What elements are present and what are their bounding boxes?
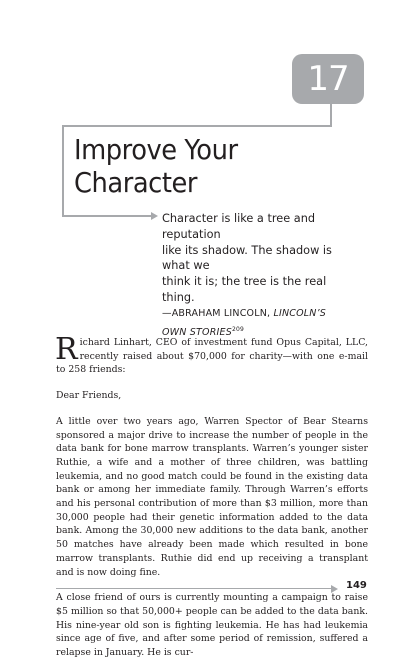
- chapter-title: [74, 133, 313, 199]
- intro-paragraph: [55, 332, 368, 377]
- chapter-title-line-2: Character: [74, 166, 198, 199]
- attribution-author: —ABRAHAM LINCOLN,: [162, 307, 274, 319]
- title-frame-bottom-rule: [62, 215, 152, 217]
- letter-paragraph-1: A little over two years ago, Warren Spector of Bear Stearns sponsored a major drive to increase the number of people in the data bank for bone marrow transplants. Warren’s younger sister Ruthie, a wife and a mother of three children, was battling leukemia, and no good match could be found in the existing data bank or among her immediate family. Through Warren’s efforts and his personal contribution of more than $3 million, more than 30,000 people had their genetic information added to the data bank. Among the 30,000 new additions to the data bank, another 50 matches have already been made which resulted in bone marrow transplants. Ruthie did end up receiving a transplant and is now doing fine.: [56, 415, 368, 578]
- attribution-book-title: LINCOLN’S OWN STORIES: [162, 307, 327, 338]
- intro-text: ichard Linhart, CEO of investment fund Opus Capital, LLC, recently raised about $70,000 for charity—with one e-mail to 258 friends:: [56, 337, 368, 376]
- letter-salutation: Dear Friends,: [56, 390, 122, 402]
- epigraph-arrow-icon: [151, 212, 158, 220]
- footer-arrow-icon: [331, 585, 338, 593]
- drop-cap: R: [55, 332, 78, 367]
- epigraph-line-1: Character is like a tree and reputation: [162, 212, 316, 241]
- chapter-title-line-1: Improve Your: [74, 133, 238, 166]
- epigraph-line-2: like its shadow. The shadow is what we: [162, 243, 332, 273]
- chapter-number-badge: 17: [292, 54, 364, 104]
- title-frame-left-rule: [62, 125, 64, 217]
- title-frame-connector: [330, 104, 332, 127]
- epigraph-quote: [162, 211, 352, 341]
- title-frame-top-rule: [62, 125, 332, 127]
- page-number: 149: [346, 580, 367, 591]
- chapter-body: [55, 332, 368, 672]
- epigraph-line-3: think it is; the tree is the real thing.: [162, 275, 327, 304]
- footer-rule: [56, 588, 332, 589]
- letter-paragraph-2: A close friend of ours is currently mounting a campaign to raise $5 million so that 50,000+ people can be added to the data bank. His nine-year old son is fighting leukemia. He has had leukemia since age of five, and after some period of remission, suffered a relapse in January. He is cur-: [56, 592, 368, 659]
- attribution-footnote-marker: 209: [231, 325, 245, 333]
